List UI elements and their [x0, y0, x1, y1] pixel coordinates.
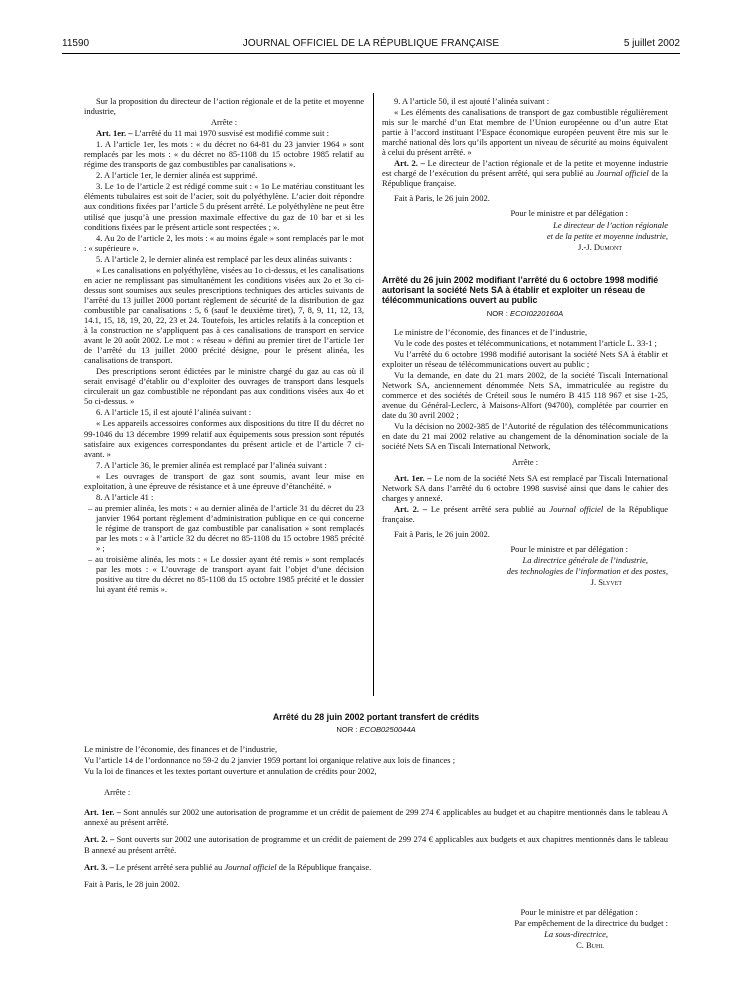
journal-officiel-ref: Journal officiel — [596, 168, 649, 179]
paragraph: Vu l’arrêté du 6 octobre 1998 modifié autorisant la société Nets SA à établir et exploiter un réseau de télécommunications ouvert au public ; — [382, 349, 668, 370]
list-item: – au premier alinéa, les mots : « au dernier alinéa de l’article 31 du décret du 23 janvier 1964 portant règlement d’administration publique en ce qui concerne le régime de transport de gaz combustible par canalisation » sont remplacés par les mots : « à l’article 32 du décret no 85-1108 du 15 octobre 1985 précité » ; — [88, 502, 364, 554]
arrete-heading: Arrête : — [511, 457, 539, 468]
nor-label: NOR : — [336, 725, 360, 735]
article-1 — [84, 807, 668, 828]
paragraph: « Les éléments des canalisations de transport de gaz combustible régulièrement mis sur le marché d’un Etat membre de l’Union européenne ou d’un autre Etat partie à l’accord instituant l’Espace économique européen peuvent être mis sur le marché national dès lors qu’ils apportent un niveau de sécurité au moins équivalent à celui du présent arrêté. » — [382, 107, 668, 158]
article-text: Sont ouverts sur 2002 une autorisation de programme et un crédit de paiement de 299 274 € applicables aux budgets et aux chapitres mentionnés dans le tableau B annexé au présent arrêté. — [84, 834, 668, 855]
nor-code: ECOI0220160A — [510, 308, 564, 318]
journal-officiel-ref: Journal officiel — [549, 503, 604, 514]
signature-line: et de la petite et moyenne industrie, — [546, 230, 668, 241]
article-1 — [382, 473, 668, 503]
paragraph: Des prescriptions seront édictées par le ministre chargé du gaz au cas où il serait envisagé d’établir ou d’exploiter des ouvrages de transport dans lesquels circulerait un gaz combustible ne répondant pas aux conditions visées aux 4o et 5o ci-dessus. » — [84, 366, 364, 407]
signatory-name: C. Buhl — [576, 940, 604, 951]
column-divider — [373, 93, 374, 696]
article-text: L’arrêté du 11 mai 1970 susvisé est modifié comme suit : — [132, 128, 330, 139]
nor-reference — [382, 309, 668, 319]
article-text: Le nom de la société Nets SA est remplacé par Tiscali International Network SA dans l’arrêté du 6 octobre 1998 susvisé ainsi que dans le cahier des charges y annexé. — [382, 472, 669, 503]
signatory-name: J. Slyvet — [590, 576, 622, 587]
decree-title: Arrêté du 26 juin 2002 modifiant l’arrêté du 6 octobre 1998 modifié autorisant la société Nets SA à établir et exploiter un réseau de télécommunications ouvert au public — [382, 274, 659, 306]
article-3 — [84, 862, 668, 872]
article-2 — [84, 834, 668, 855]
signature-line: La directrice générale de l’industrie, — [522, 554, 648, 565]
paragraph: Vu la loi de finances et les textes portant ouverture et annulation de crédits pour 2002, — [84, 766, 377, 777]
paragraph: 2. A l’article 1er, le dernier alinéa est supprimé. — [96, 170, 258, 181]
article-text: de la République française. — [276, 861, 372, 872]
paragraph: 4. Au 2o de l’article 2, les mots : « au moins égale » sont remplacés par le mot : « supérieure ». — [84, 232, 364, 253]
fait-a-paris: Fait à Paris, le 26 juin 2002. — [394, 193, 490, 204]
arrete-heading: Arrête : — [104, 787, 131, 798]
bottom-decree — [84, 712, 668, 952]
nor-code: ECOB0250044A — [359, 725, 416, 735]
paragraph: 6. A l’article 15, il est ajouté l’alinéa suivant : — [96, 407, 252, 418]
article-label: Art. 2. – — [394, 503, 428, 514]
paragraph: Sur la proposition du directeur de l’action régionale et de la petite et moyenne industrie, — [84, 96, 364, 117]
paragraph: Vu la demande, en date du 21 mars 2002, de la société Tiscali International Network SA, anciennement dénommée Nets SA, immatriculée au registre du commerce et des sociétés de Créteil sous le numéro B 415 118 967 et sise 1-25, avenue du Général-Leclerc, à Maisons-Alfort (94700), complétée par courrier en date du 30 avril 2002 ; — [382, 370, 668, 421]
decree-title: Arrêté du 28 juin 2002 portant transfert de crédits — [272, 712, 480, 722]
signature-line: Pour le ministre et par délégation : — [510, 208, 628, 219]
nor-reference — [84, 725, 668, 735]
article-text: de la République française. — [382, 503, 668, 524]
article-text: de la République française. — [382, 168, 668, 189]
paragraph: Le ministre de l’économie, des finances et de l’industrie, — [84, 743, 278, 754]
article-1 — [84, 128, 364, 138]
paragraph: 1. A l’article 1er, les mots : « du décret no 64-81 du 23 janvier 1964 » sont remplacés par les mots : « du décret no 85-1108 du 15 octobre 1985 relatif au régime des transports de gaz combustibles par canalisations ». — [84, 139, 364, 170]
right-column — [382, 96, 668, 588]
paragraph: Vu la décision no 2002-385 de l’Autorité de régulation des télécommunications en date du 21 mai 2002 relative au changement de la dénomination sociale de la société Nets SA en Tiscali International Network, — [382, 421, 668, 452]
article-2 — [382, 504, 668, 524]
fait-a-paris: Fait à Paris, le 26 juin 2002. — [394, 528, 490, 539]
article-label: Art. 1er. – — [96, 128, 133, 139]
article-text: Le présent arrêté sera publié au — [113, 861, 225, 872]
paragraph: « Les canalisations en polyéthylène, visées au 1o ci-dessus, et les canalisations en acier ne remplissant pas simultanément les conditions visées aux 2o et 3o ci-dessus sont soumises aux seules prescriptions techniques des articles suivants de l’arrêté du 13 juillet 2000 portant règlement de sécurité de la distribution de gaz combustible par canalisations : 5, 6 (sauf le deuxième tiret), 7, 8, 9, 11, 12, 13, 14.1, 15, 18, 19, 20, 22, 23 et 24. Toutefois, les articles relatifs à la conception et à la construction ne s’appliquent pas à ces canalisations de transport en service avant le 20 août 2002. Le mot : « réseau » défini au premier tiret de l’article 1er de l’arrêté du 13 juillet 2000 précité désigne, pour le présent alinéa, les canalisations de transport. — [84, 264, 364, 366]
paragraph: 5. A l’article 2, le dernier alinéa est remplacé par les deux alinéas suivants : — [96, 253, 352, 264]
article-text: Le directeur de l’action régionale et de la petite et moyenne industrie est chargé de l’exécution du présent arrêté, qui sera publié au — [382, 158, 668, 179]
journal-title: JOURNAL OFFICIEL DE LA RÉPUBLIQUE FRANÇAISE — [242, 38, 500, 49]
paragraph: 9. A l’article 50, il est ajouté l’alinéa suivant : — [394, 96, 550, 106]
paragraph: Vu le code des postes et télécommunications, et notamment l’article L. 33-1 ; — [394, 337, 657, 348]
signature-line: La sous-directrice, — [544, 929, 608, 940]
signatory-name: J.-J. Dumont — [578, 241, 622, 252]
signature-line: Par empêchement de la directrice du budget : — [514, 917, 668, 928]
left-column — [84, 96, 364, 595]
paragraph: 3. Le 1o de l’article 2 est rédigé comme suit : « 1o Le matériau constituant les éléments tubulaires est soit de l’acier, soit du polyéthylène. L’acier doit répondre aux conditions fixées par l’article 5 du présent arrêté. Le polyéthylène ne peut être utilisé que jusqu’à une pression maximale effective du gaz de 10 bar et si les conditions fixées par le présent article sont respectées ; ». — [84, 181, 364, 232]
journal-officiel-ref: Journal officiel — [224, 861, 277, 872]
article-label: Art. 2. – — [84, 834, 115, 845]
page-number: 11590 — [62, 38, 90, 49]
paragraph: 7. A l’article 36, le premier alinéa est remplacé par l’alinéa suivant : — [96, 459, 327, 470]
signature-line: Pour le ministre et par délégation : — [520, 906, 638, 917]
article-2 — [382, 158, 668, 188]
signature-line: des technologies de l’information et des postes, — [506, 565, 668, 576]
article-text: Sont annulés sur 2002 une autorisation de programme et un crédit de paiement de 299 274 € applicables au budget et au chapitre mentionnés dans le tableau A annexé au présent arrêté. — [84, 806, 669, 828]
signature-line: Le directeur de l’action régionale — [553, 219, 668, 230]
article-label: Art. 1er. – — [84, 806, 121, 817]
paragraph: Vu l’article 14 de l’ordonnance no 59-2 du 2 janvier 1959 portant loi organique relative aux lois de finances ; — [84, 754, 456, 765]
article-label: Art. 3. – — [84, 861, 114, 872]
nor-label: NOR : — [486, 308, 510, 318]
arrete-heading: Arrête : — [210, 117, 238, 128]
paragraph: « Les ouvrages de transport de gaz sont soumis, avant leur mise en exploitation, à une épreuve de résistance et à une épreuve d’étanchéité. » — [84, 470, 364, 491]
issue-date: 5 juillet 2002 — [623, 38, 680, 49]
page-header — [62, 38, 680, 52]
article-label: Art. 1er. – — [394, 472, 432, 483]
signature-line: Pour le ministre et par délégation : — [510, 543, 628, 554]
paragraph: 8. A l’article 41 : — [96, 491, 154, 502]
paragraph: « Les appareils accessoires conformes aux dispositions du titre II du décret no 99-1046 du 13 décembre 1999 relatif aux équipements sous pression sont réputés satisfaire aux exigences correspondantes du présent article et de l’article 7 ci-avant. » — [84, 418, 364, 459]
header-rule — [62, 53, 680, 54]
fait-a-paris: Fait à Paris, le 28 juin 2002. — [84, 879, 180, 890]
article-text: Le présent arrêté sera publié au — [427, 503, 550, 514]
paragraph: Le ministre de l’économie, des finances et de l’industrie, — [394, 326, 588, 337]
article-label: Art. 2. – — [394, 158, 425, 169]
list-item: – au troisième alinéa, les mots : « Le dossier ayant été remis » sont remplacés par les mots : « L’ouvrage de transport ayant fait l’objet d’une décision positive au titre du décret no 85-1108 du 15 octobre 1985 précité et le dossier lui ayant été remis ». — [88, 554, 364, 595]
